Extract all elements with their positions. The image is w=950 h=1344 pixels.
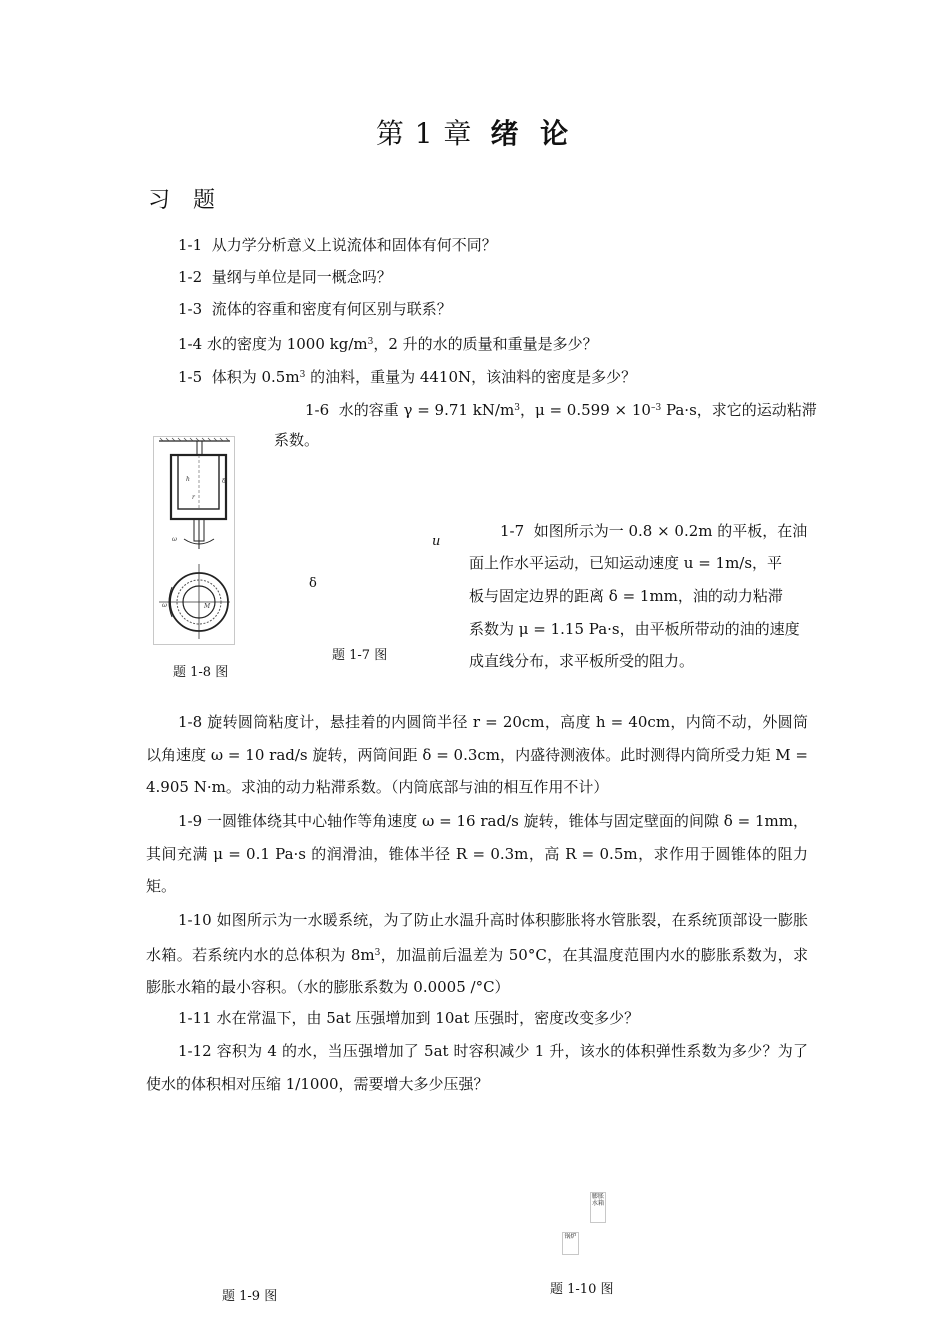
problem-1-9: 1-9 一圆锥体绕其中心轴作等角速度 ω = 16 rad/s 旋转，锥体与固定壁面的间隙 δ = 1mm，其间充满 μ = 0.1 Pa·s 的润滑油，锥体半径 R = 0.3m，高 R = 0.5m，求作用于圆锥体的阻力矩。: [146, 812, 808, 895]
fig-1-7-label-delta: δ: [309, 576, 317, 591]
fig-1-10-tag-boiler: [562, 1232, 579, 1255]
problem-label: 1-7: [500, 522, 525, 540]
label-r: r: [192, 494, 195, 501]
fig-1-10-tag-expansion-tank: [590, 1192, 606, 1223]
label-omega-2: ω: [162, 602, 167, 609]
problem-1-7-line-4: 系数为 μ = 1.15 Pa·s，由平板所带动的油的速度: [469, 620, 800, 638]
caption-fig-1-8: 题 1-8 图: [173, 665, 229, 680]
caption-fig-1-7: 题 1-7 图: [332, 648, 388, 663]
caption-fig-1-10: 题 1-10 图: [550, 1282, 614, 1297]
problem-text: ，2 升的水的质量和重量是多少？: [373, 335, 598, 353]
problem-text: 的油料，重量为 4410N，该油料的密度是多少？: [305, 368, 637, 386]
problem-text: 1-10 如图所示为一水暖系统，为了防止水温升高时体积膨胀将水管胀裂，在系统顶部设一膨胀水箱。若系统内水的总体积为 8m: [146, 911, 808, 964]
figure-1-8: [153, 436, 235, 645]
superscript: –3: [650, 403, 662, 413]
problem-1-3: [178, 299, 452, 319]
problem-text: 体积为 0.5m: [211, 368, 300, 386]
problem-1-7-line-1: [500, 521, 807, 541]
problem-1-1: [178, 235, 497, 255]
problem-1-5: [178, 365, 636, 387]
problem-label: 1-4: [178, 335, 203, 353]
problem-text: 水的密度为 1000 kg/m: [206, 335, 368, 353]
tag-boiler: 锅炉: [564, 1233, 577, 1240]
problem-1-6-cont: 系数。: [274, 431, 320, 449]
superscript: 3: [367, 337, 374, 347]
superscript: 3: [299, 370, 306, 380]
problem-1-4: [178, 332, 598, 354]
problem-1-7-line-5: 成直线分布，求平板所受的阻力。: [469, 652, 695, 670]
problem-label: 1-6: [305, 401, 330, 419]
label-M: M: [204, 603, 211, 610]
problem-text: 如图所示为一 0.8 × 0.2m 的平板，在油: [533, 522, 808, 540]
problem-1-8: 1-8 旋转圆筒粘度计，悬挂着的内圆筒半径 r = 20cm，高度 h = 40cm，内筒不动，外圆筒以角速度 ω = 10 rad/s 旋转，两筒间距 δ = 0.3cm，内盛待测液体。此时测得内筒所受力矩 M = 4.905 N·m。求油的动力粘滞系数。（内筒底部与油的相互作用不计）: [146, 713, 808, 796]
label-h: h: [186, 476, 190, 483]
problem-label: 1-3: [178, 300, 203, 318]
problem-text: 水的容重 γ = 9.71 kN/m: [338, 401, 515, 419]
superscript: 3: [374, 947, 381, 958]
section-heading: 习 题: [148, 188, 223, 213]
chapter-number: 第 1 章: [375, 117, 473, 150]
viscometer-diagram: [154, 437, 234, 644]
problem-1-2: [178, 267, 392, 287]
problem-1-6: [305, 398, 817, 420]
problem-text: 从力学分析意义上说流体和固体有何不同？: [211, 236, 497, 254]
problem-1-7-line-2: 面上作水平运动，已知运动速度 u = 1m/s，平: [469, 554, 783, 572]
problem-text: Pa·s，求它的运动粘滞: [661, 401, 817, 419]
label-delta: δ: [222, 478, 226, 485]
superscript: 3: [514, 403, 520, 413]
problem-text: 流体的容重和密度有何区别与联系？: [211, 300, 452, 318]
problem-label: 1-1: [178, 236, 203, 254]
chapter-name: 绪 论: [490, 117, 575, 150]
problem-1-11: 1-11 水在常温下，由 5at 压强增加到 10at 压强时，密度改变多少？: [178, 1009, 640, 1027]
tag-expansion-tank: 膨胀水箱: [591, 1193, 604, 1207]
fig-1-7-label-u: u: [432, 534, 441, 549]
chapter-title: [0, 112, 950, 152]
problem-text: 量纲与单位是同一概念吗？: [211, 268, 392, 286]
caption-fig-1-9: 题 1-9 图: [222, 1289, 278, 1304]
problem-text: ，加温前后温差为 50°C，在其温度范围内水的膨胀系数为，求膨胀水箱的最小容积。（水的膨胀系数为 0.0005 /°C）: [146, 945, 808, 996]
problem-1-12: 1-12 容积为 4 的水，当压强增加了 5at 时容积减少 1 升，该水的体积弹性系数为多少？为了使水的体积相对压缩 1/1000，需要增大多少压强？: [146, 1042, 808, 1093]
label-omega: ω: [172, 536, 177, 543]
problem-text: ，μ = 0.599 × 10: [519, 401, 651, 419]
problem-label: 1-2: [178, 268, 203, 286]
problem-label: 1-5: [178, 368, 203, 386]
problem-1-7-line-3: 板与固定边界的距离 δ = 1mm，油的动力粘滞: [469, 587, 783, 605]
problem-1-10: [146, 904, 808, 1004]
